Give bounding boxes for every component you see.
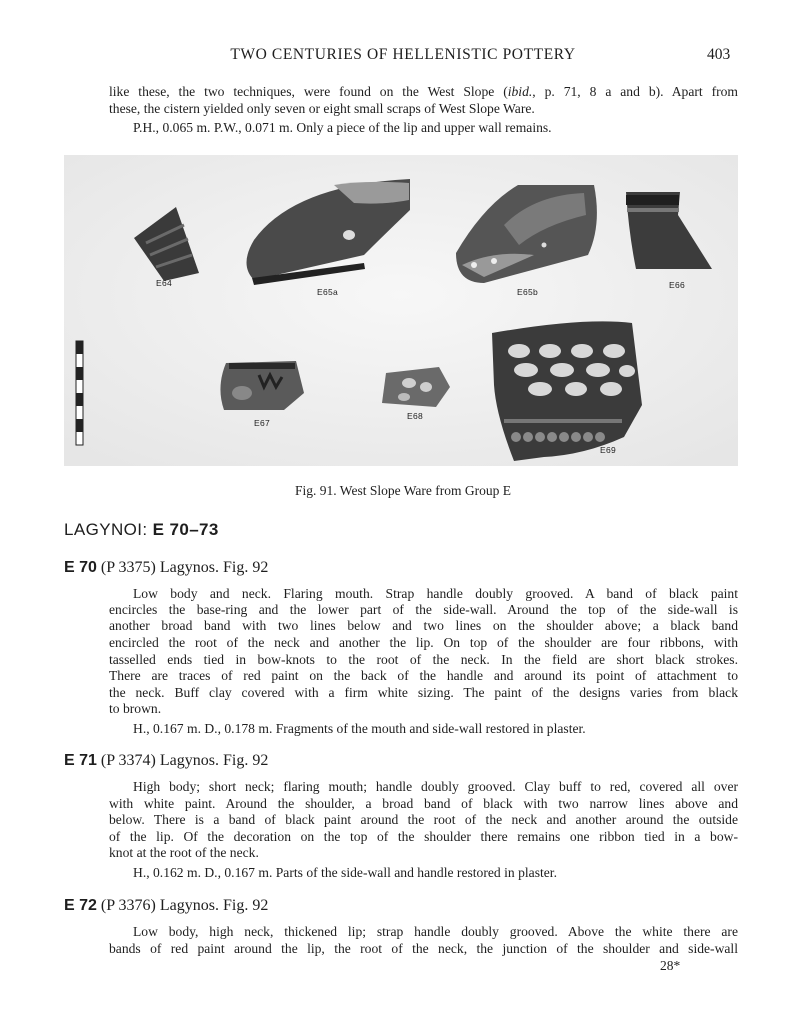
section-heading: LAGYNOI: E 70–73 — [64, 520, 219, 539]
entry-text: High body; short neck; flaring mouth; handle doubly grooved. Clay buff to red, covered all over — [133, 779, 738, 794]
entry-text: Low body, high neck, thickened lip; strap handle doubly grooved. Above the white there are — [133, 924, 738, 939]
sherd-e68 — [382, 367, 450, 407]
entry-text: encircles the base-ring and the lower part of the side-wall. Around the top of the side-wall is — [109, 602, 738, 617]
entry-measurements: H., 0.162 m. D., 0.167 m. Parts of the side-wall and handle restored in plaster. — [133, 865, 557, 880]
entry-text: knot at the root of the neck. — [109, 845, 259, 860]
entry-text: Low body and neck. Flaring mouth. Strap handle doubly grooved. A band of black paint — [133, 586, 738, 601]
signature-mark: 28* — [660, 958, 681, 973]
entry-text: another broad band with two lines below and two lines on the shoulder above; a black band — [109, 618, 738, 633]
label-e66: E66 — [669, 280, 686, 290]
entry-heading-e70: E 70 (P 3375) Lagynos. Fig. 92 — [64, 559, 269, 576]
entry-text: bands of red paint around the lip, the root of the neck, the junction of the shoulder and side-wall — [109, 941, 738, 956]
entry-text: There are traces of red paint on the back of the handle and around its point of attachment to — [109, 668, 738, 683]
entry-text: below. There is a band of black paint around the root of the neck and another around the outside — [109, 812, 738, 827]
entry-text: to brown. — [109, 701, 162, 716]
entry-text: encircled the root of the neck and another the lip. On top of the shoulder are four ribbons, with — [109, 635, 738, 650]
sherds-photo — [64, 155, 738, 466]
entry-text: the neck. Buff clay covered with a firm white sizing. The paint of the designs varies from black — [109, 685, 738, 700]
label-e67: E67 — [254, 418, 271, 428]
entry-measurements: H., 0.167 m. D., 0.178 m. Fragments of the mouth and side-wall restored in plaster. — [133, 721, 586, 736]
intro-line-1: like these, the two techniques, were found on the West Slope (ibid., p. 71, 8 a and b). Apart from — [109, 84, 738, 99]
figure-caption: Fig. 91. West Slope Ware from Group E — [295, 483, 511, 498]
entry-text: of the lip. Of the decoration on the top of the shoulder there remains one ribbon tied in a bow- — [109, 829, 738, 844]
entry-heading-e72: E 72 (P 3376) Lagynos. Fig. 92 — [64, 897, 269, 914]
page-number: 403 — [707, 46, 731, 63]
entry-heading-e71: E 71 (P 3374) Lagynos. Fig. 92 — [64, 752, 269, 769]
intro-line-2: these, the cistern yielded only seven or eight small scraps of West Slope Ware. — [109, 101, 535, 116]
figure-photograph — [64, 155, 738, 466]
entry-text: with white paint. Around the shoulder, a broad band of black with two narrow lines above and — [109, 796, 738, 811]
running-header-title: TWO CENTURIES OF HELLENISTIC POTTERY — [230, 46, 576, 63]
label-e65a: E65a — [317, 287, 339, 297]
scale-bar — [76, 341, 83, 445]
label-e65b: E65b — [517, 287, 539, 297]
entry-text: tasselled ends tied in bow-knots to the root of the neck. In the field are short black strokes. — [109, 652, 738, 667]
sherd-e67 — [220, 361, 304, 410]
label-e68: E68 — [407, 411, 424, 421]
label-e69: E69 — [600, 445, 617, 455]
intro-measurements: P.H., 0.065 m. P.W., 0.071 m. Only a piece of the lip and upper wall remains. — [133, 120, 552, 135]
label-e64: E64 — [156, 278, 173, 288]
